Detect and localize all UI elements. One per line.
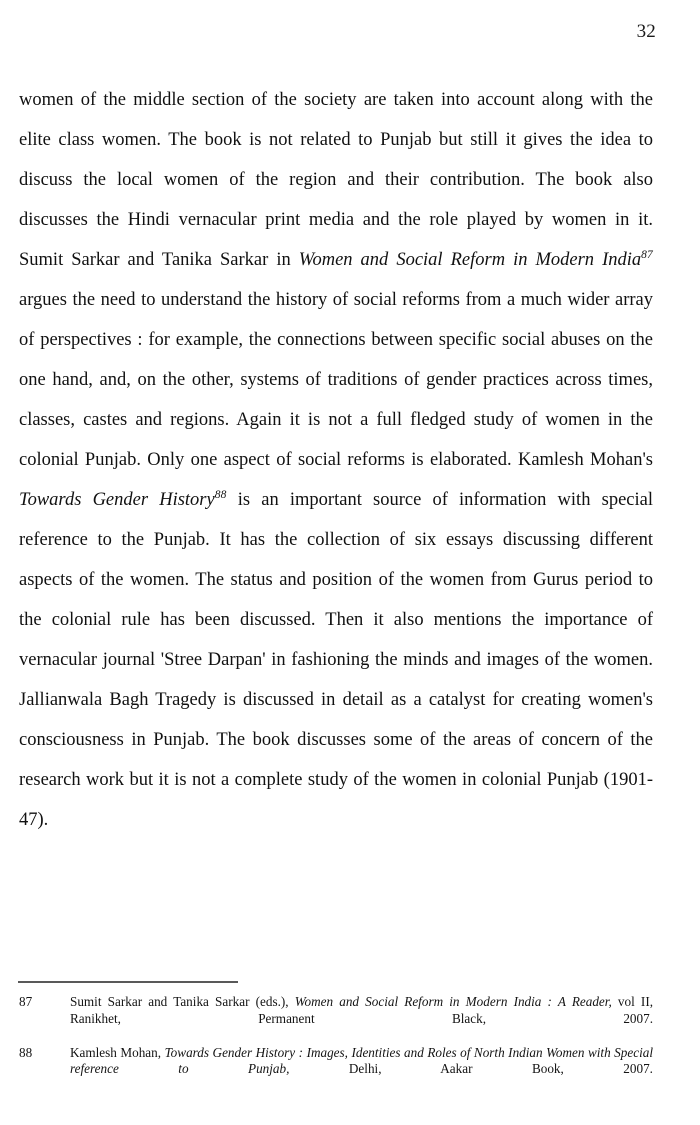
footnote-number: 88	[19, 1044, 33, 1060]
footnote-entry	[19, 994, 653, 1044]
footnote-text: Sumit Sarkar and Tanika Sarkar (eds.), Women and Social Reform in Modern India : A Reader, vol II, Ranikhet, Permanent Black, 2007.	[70, 994, 654, 1026]
footnotes-section	[19, 994, 653, 1095]
page-number: 32	[636, 21, 656, 42]
footnote-reference-marker: 87	[641, 248, 653, 261]
footnote-separator-rule	[18, 981, 238, 983]
italic-title: Towards Gender History	[19, 490, 215, 510]
body-text-column	[19, 80, 653, 880]
footnote-number: 87	[19, 994, 33, 1009]
body-paragraph: women of the middle section of the society are taken into account along with the elite class women. The book is not related to Punjab but still it gives the idea to discuss the local women of the region and their contribution. The book also discusses the Hindi vernacular print media and the role played by women in it. Sumit Sarkar and Tanika Sarkar in Women and Social Reform in Modern India$^{87}$ argues the need to understand the history of social reforms from a much wider array of perspectives : for example, the connections between specific social abuses on the one hand, and, on the other, systems of traditions of gender practices across times, classes, castes and regions. Again it is not a full fledged study of women in the colonial Punjab. Only one aspect of social reforms is elaborated. Kamlesh Mohan's Towards Gender History$^{88}$ is an important source of information with special reference to the Punjab. It has the collection of six essays discussing different aspects of the women. The status and position of the women from Gurus period to the colonial rule has been discussed. Then it also mentions the importance of vernacular journal 'Stree Darpan' in fashioning the minds and images of the women. Jallianwala Bagh Tragedy is discussed in detail as a catalyst for creating women's consciousness in Punjab. The book discusses some of the areas of concern of the research work but it is not a complete study of the women in colonial Punjab (1901-47).	[19, 90, 653, 830]
italic-title: Towards Gender History : Images, Identities and Roles of North Indian Women with Special reference to Punjab,	[70, 1044, 653, 1076]
footnote-entry	[19, 1045, 653, 1095]
footnote-reference-marker: 88	[214, 488, 227, 501]
italic-title: Women and Social Reform in Modern India : A Reader,	[294, 994, 612, 1009]
footnote-text: Kamlesh Mohan, Towards Gender History : Images, Identities and Roles of North Indian Women with Special reference to Punjab, Delhi, Aakar Book, 2007.	[70, 1044, 653, 1076]
italic-title: Women and Social Reform in Modern India	[298, 250, 642, 270]
